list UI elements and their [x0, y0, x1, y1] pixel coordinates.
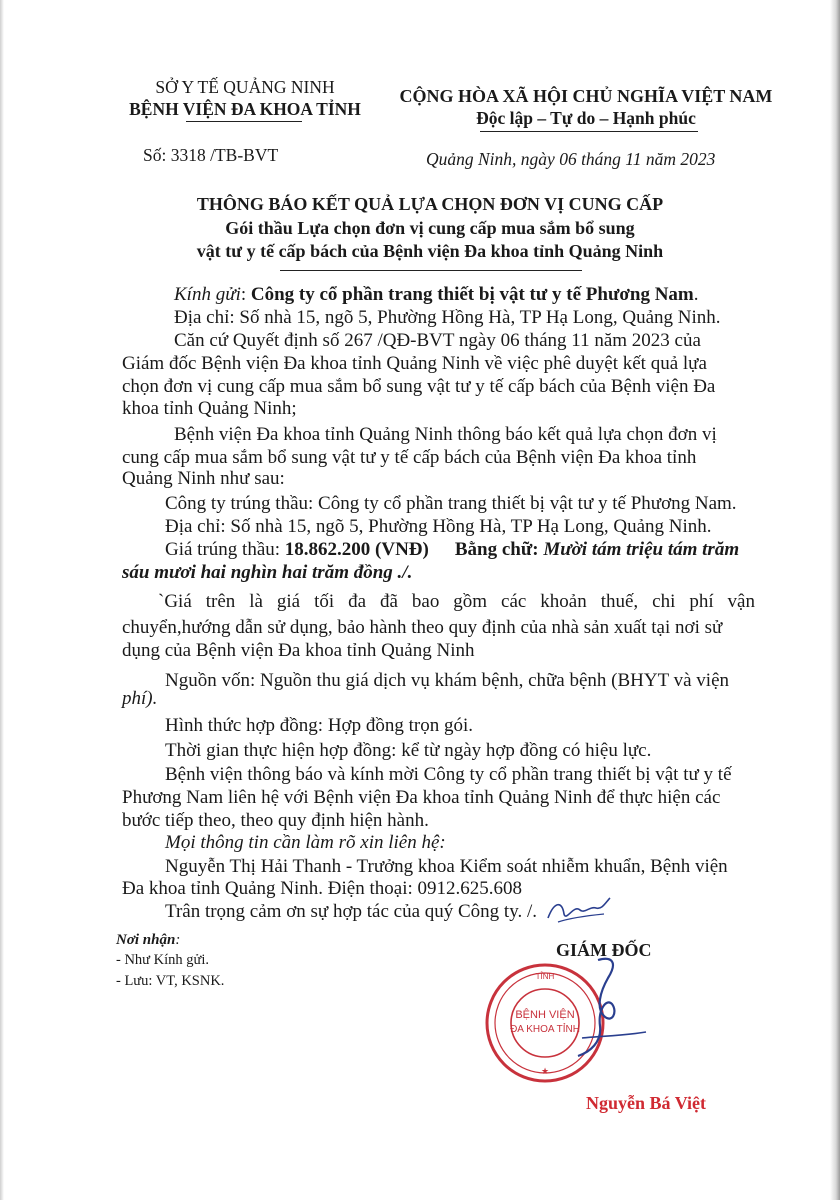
seal-text-line-1: BỆNH VIỆN — [515, 1009, 575, 1021]
price-words-2: sáu mươi hai nghìn hai trăm đồng ./. — [122, 562, 413, 583]
recipient-item: - Như Kính gửi. — [116, 952, 210, 968]
recipient-item: - Lưu: VT, KSNK. — [116, 973, 225, 989]
addressee-company: Công ty cổ phần trang thiết bị vật tư y tế Phương Nam — [250, 284, 694, 305]
seal-text-line-2: ĐA KHOA TỈNH — [510, 1024, 580, 1035]
addressee-period: . — [693, 284, 699, 305]
title-line-2: Gói thầu Lựa chọn đơn vị cung cấp mua sắm bổ sung — [225, 218, 635, 238]
price-value: 18.862.200 (VNĐ) — [284, 539, 429, 560]
title-line-3: vật tư y tế cấp bách của Bệnh viện Đa khoa tỉnh Quảng Ninh — [196, 241, 664, 261]
price-label: Giá trúng thầu: — [165, 539, 285, 560]
recipients-label-colon: : — [175, 932, 181, 948]
addressee-address: Địa chỉ: Số nhà 15, ngõ 5, Phường Hồng Hà, TP Hạ Long, Quảng Ninh. — [174, 307, 721, 328]
header-department: SỞ Y TẾ QUẢNG NINH — [155, 77, 335, 97]
addressee-line — [174, 284, 699, 306]
header-left-underline — [186, 121, 302, 122]
contact-label: Mọi thông tin cần làm rõ xin liên hệ: — [165, 832, 446, 853]
header-motto: Độc lập – Tự do – Hạnh phúc — [476, 108, 696, 128]
funding-line-2: phí). — [122, 688, 158, 709]
invite-line-1: Bệnh viện thông báo và kính mời Công ty cổ phần trang thiết bị vật tư y tế — [165, 764, 732, 785]
title-underline — [280, 270, 582, 271]
header-nation: CỘNG HÒA XÃ HỘI CHỦ NGHĨA VIỆT NAM — [399, 86, 773, 106]
initials-signature — [544, 892, 614, 928]
director-signature — [560, 952, 670, 1072]
winner-address: Địa chỉ: Số nhà 15, ngõ 5, Phường Hồng Hà, TP Hạ Long, Quảng Ninh. — [165, 516, 712, 537]
contact-line-1: Nguyễn Thị Hải Thanh - Trưởng khoa Kiểm soát nhiễm khuẩn, Bệnh viện — [165, 856, 728, 877]
announce-line-2: cung cấp mua sắm bổ sung vật tư y tế cấp bách của Bệnh viện Đa khoa tỉnh — [122, 447, 697, 468]
header-right-underline — [480, 131, 698, 132]
winner-line: Công ty trúng thầu: Công ty cổ phần trang thiết bị vật tư y tế Phương Nam. — [165, 493, 737, 514]
signatory-title: GIÁM ĐỐC — [556, 940, 652, 960]
invite-line-2: Phương Nam liên hệ với Bệnh viện Đa khoa tỉnh Quảng Ninh để thực hiện các — [122, 787, 721, 808]
basis-line-3: chọn đơn vị cung cấp mua sắm bổ sung vật tư y tế cấp bách của Bệnh viện Đa — [122, 376, 716, 397]
header-organization: BỆNH VIỆN ĐA KHOA TỈNH — [129, 99, 361, 119]
scan-edge-right — [830, 0, 840, 1200]
document-number: Số: 3318 /TB-BVT — [143, 145, 279, 165]
funding-line-1: Nguồn vốn: Nguồn thu giá dịch vụ khám bệnh, chữa bệnh (BHYT và viện — [165, 670, 730, 691]
announce-line-1: Bệnh viện Đa khoa tỉnh Quảng Ninh thông báo kết quả lựa chọn đơn vị — [174, 424, 717, 445]
price-words-label: Bằng chữ: — [454, 539, 539, 560]
basis-line-4: khoa tỉnh Quảng Ninh; — [122, 398, 297, 419]
seal-ring-text: TỈNH — [535, 972, 555, 981]
contract-time: Thời gian thực hiện hợp đồng: kể từ ngày hợp đồng có hiệu lực. — [165, 740, 652, 761]
basis-line-2: Giám đốc Bệnh viện Đa khoa tỉnh Quảng Ninh về việc phê duyệt kết quả lựa — [122, 353, 707, 374]
title-line-1: THÔNG BÁO KẾT QUẢ LỰA CHỌN ĐƠN VỊ CUNG CẤP — [196, 194, 664, 214]
thanks-line: Trân trọng cảm ơn sự hợp tác của quý Công ty. /. — [165, 901, 537, 922]
contact-line-2: Đa khoa tỉnh Quảng Ninh. Điện thoại: 0912.625.608 — [122, 878, 523, 899]
basis-line-1: Căn cứ Quyết định số 267 /QĐ-BVT ngày 06 tháng 11 năm 2023 của — [174, 330, 701, 351]
note-line-2: chuyển,hướng dẫn sử dụng, bảo hành theo quy định của nhà sản xuất tại nơi sử — [122, 617, 723, 638]
announce-line-3: Quảng Ninh như sau: — [122, 468, 285, 489]
addressee-label: Kính gửi — [174, 284, 241, 305]
seal-star-icon: ★ — [540, 1066, 550, 1076]
invite-line-3: bước tiếp theo, theo quy định hiện hành. — [122, 810, 429, 831]
price-words-1: Mười tám triệu tám trăm — [538, 539, 740, 560]
recipients-label — [116, 932, 180, 949]
price-line — [165, 539, 739, 561]
note-line-3: dụng của Bệnh viện Đa khoa tỉnh Quảng Ninh — [122, 640, 475, 661]
signatory-name: Nguyễn Bá Việt — [586, 1093, 707, 1113]
contract-form: Hình thức hợp đồng: Hợp đồng trọn gói. — [165, 715, 473, 736]
addressee-colon: : — [240, 284, 251, 305]
scan-edge-left — [0, 0, 4, 1200]
note-line-1: `Giá trên là giá tối đa đã bao gồm các khoản thuế, chi phí vận — [158, 591, 755, 612]
recipients-label-text: Nơi nhận — [116, 932, 176, 948]
place-date: Quảng Ninh, ngày 06 tháng 11 năm 2023 — [426, 149, 716, 169]
